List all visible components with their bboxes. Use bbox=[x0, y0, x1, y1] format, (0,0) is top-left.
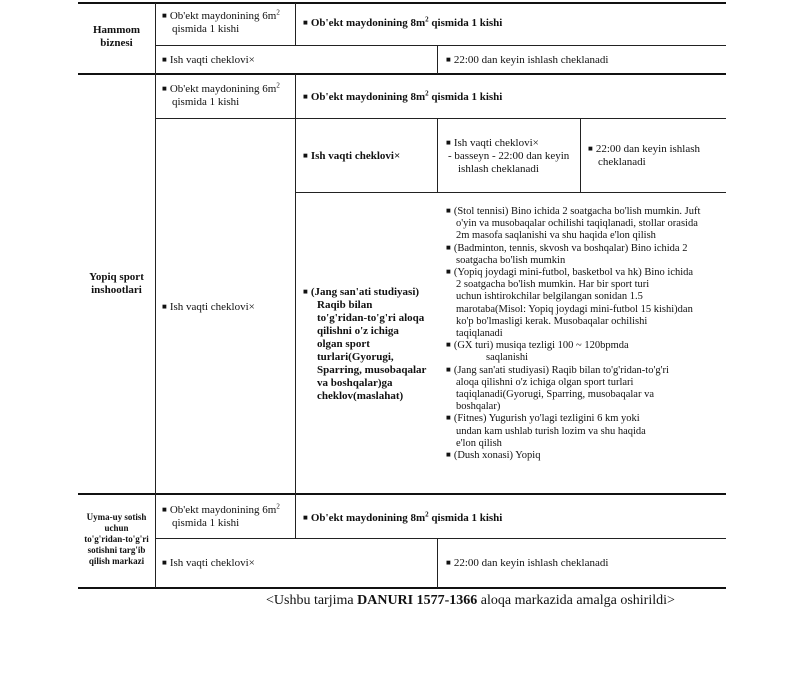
sport-rules-list bbox=[446, 206, 720, 462]
rule-sport-bottom bbox=[78, 493, 726, 495]
table-bottom-border bbox=[78, 587, 726, 589]
hammom-work-hours: ■ Ish vaqti cheklovi× bbox=[162, 54, 255, 66]
rule-badminton: ■ (Badminton, tennis, skvosh va boshqalar) Bino ichida 2 soatgacha bo'lish mumkin bbox=[446, 242, 688, 266]
hammom-occupancy-6m: ■ Ob'ekt maydonining $6m^2$ qismida 1 kishi bbox=[162, 8, 280, 35]
rule-hammom-mid bbox=[155, 45, 726, 46]
category-hammom: Hammom biznesi bbox=[92, 24, 141, 49]
uyma-row2-divider bbox=[437, 538, 438, 588]
sport-mid-divider bbox=[295, 74, 296, 494]
hammom-curfew: ■ 22:00 dan keyin ishlash cheklanadi bbox=[446, 54, 609, 66]
uyma-row1-divider bbox=[295, 494, 296, 539]
hammom-row2-divider bbox=[437, 46, 438, 74]
hammom-row1-divider bbox=[295, 3, 296, 46]
uyma-curfew: ■ 22:00 dan keyin ishlash cheklanadi bbox=[446, 557, 609, 569]
rule-fitness: ■ (Fitnes) Yugurish yo'lagi tezligini 6 km yoki undan kam ushlab turish lozim va shu haqida e'lon qilish bbox=[446, 413, 646, 449]
sport-martial-arts-note: ■ (Jang san'ati studiyasi) Raqib bilan to'g'ridan-to'g'ri aloqa qilishni o'z ichiga olgan sport turlari(Gyorugi, Sparring, musobaqalar va boshqalar)ga cheklov(maslahat) bbox=[303, 286, 427, 402]
sport-occupancy-6m: ■ Ob'ekt maydonining $6m^2$ qismida 1 kishi bbox=[162, 81, 280, 108]
rule-sport-pool bbox=[295, 192, 726, 193]
col-divider-category bbox=[155, 3, 156, 588]
sport-pool-curfew: ■ 22:00 dan keyin ishlash cheklanadi bbox=[588, 143, 701, 168]
uyma-occupancy-8m: ■ Ob'ekt maydonining $8m^2$ qismida 1 kishi bbox=[303, 510, 503, 524]
category-door-to-door-sales: Uyma-uy sotish uchun to'g'ridan-to'g'ri sotishni targ'ib qilish markazi bbox=[84, 512, 149, 566]
rule-shower: ■ (Dush xonasi) Yopiq bbox=[446, 450, 541, 462]
hammom-occupancy-8m: ■ Ob'ekt maydonining $8m^2$ qismida 1 kishi bbox=[303, 15, 503, 29]
rule-indoor-football: ■ (Yopiq joydagi mini-futbol, basketbol va hk) Bino ichida 2 soatgacha bo'lish mumkin. Har bir sport turi uchun ishtirokchilar belgilangan sonidan 1.5 marotaba(Misol: Yopiq joydagi mini-futbol 15 kishi)dan ko'p bo'lmasligi kerak. Musobaqalar ochilishi taqiqlanadi bbox=[446, 267, 694, 340]
category-sport: Yopiq sport inshootlari bbox=[89, 271, 144, 296]
rule-table-tennis: ■ (Stol tennisi) Bino ichida 2 soatgacha bo'lish mumkin. Juft o'yin va musobaqalar ochilishi taqiqlanadi, stollar orasida 2m masofa saqlanishi va shu haqida e'lon qilish bbox=[446, 206, 701, 242]
rule-sport-row1 bbox=[155, 118, 726, 119]
sport-pool-right-divider bbox=[580, 118, 581, 193]
rule-hammom-bottom bbox=[78, 73, 726, 75]
table-top-border bbox=[78, 2, 726, 4]
sport-work-hours: ■ Ish vaqti cheklovi× bbox=[162, 301, 255, 313]
rule-gx: ■ (GX turi) musiqa tezligi 100 ~ 120bpmda saqlanishi bbox=[446, 340, 629, 364]
uyma-occupancy-6m: ■ Ob'ekt maydonining $6m^2$ qismida 1 kishi bbox=[162, 502, 280, 529]
uyma-work-hours: ■ Ish vaqti cheklovi× bbox=[162, 557, 255, 569]
sport-work-hours-mid: ■ Ish vaqti cheklovi× bbox=[303, 150, 401, 162]
rule-uyma-mid bbox=[155, 538, 726, 539]
sport-pool-divider bbox=[437, 118, 438, 193]
translation-credit-footer: <Ushbu tarjima DANURI 1577-1366 aloqa markazida amalga oshirildi> bbox=[266, 593, 675, 608]
sport-pool-rule: ■ Ish vaqti cheklovi× - basseyn - 22:00 dan keyin ishlash cheklanadi bbox=[446, 137, 570, 175]
rule-martial-arts: ■ (Jang san'ati studiyasi) Raqib bilan to'g'ridan-to'g'ri aloqa qilishni o'z ichiga olgan sport turlari taqiqlanadi(Gyorugi, Sparring, musobaqalar va boshqalar) bbox=[446, 364, 669, 413]
sport-occupancy-8m: ■ Ob'ekt maydonining $8m^2$ qismida 1 kishi bbox=[303, 89, 503, 103]
